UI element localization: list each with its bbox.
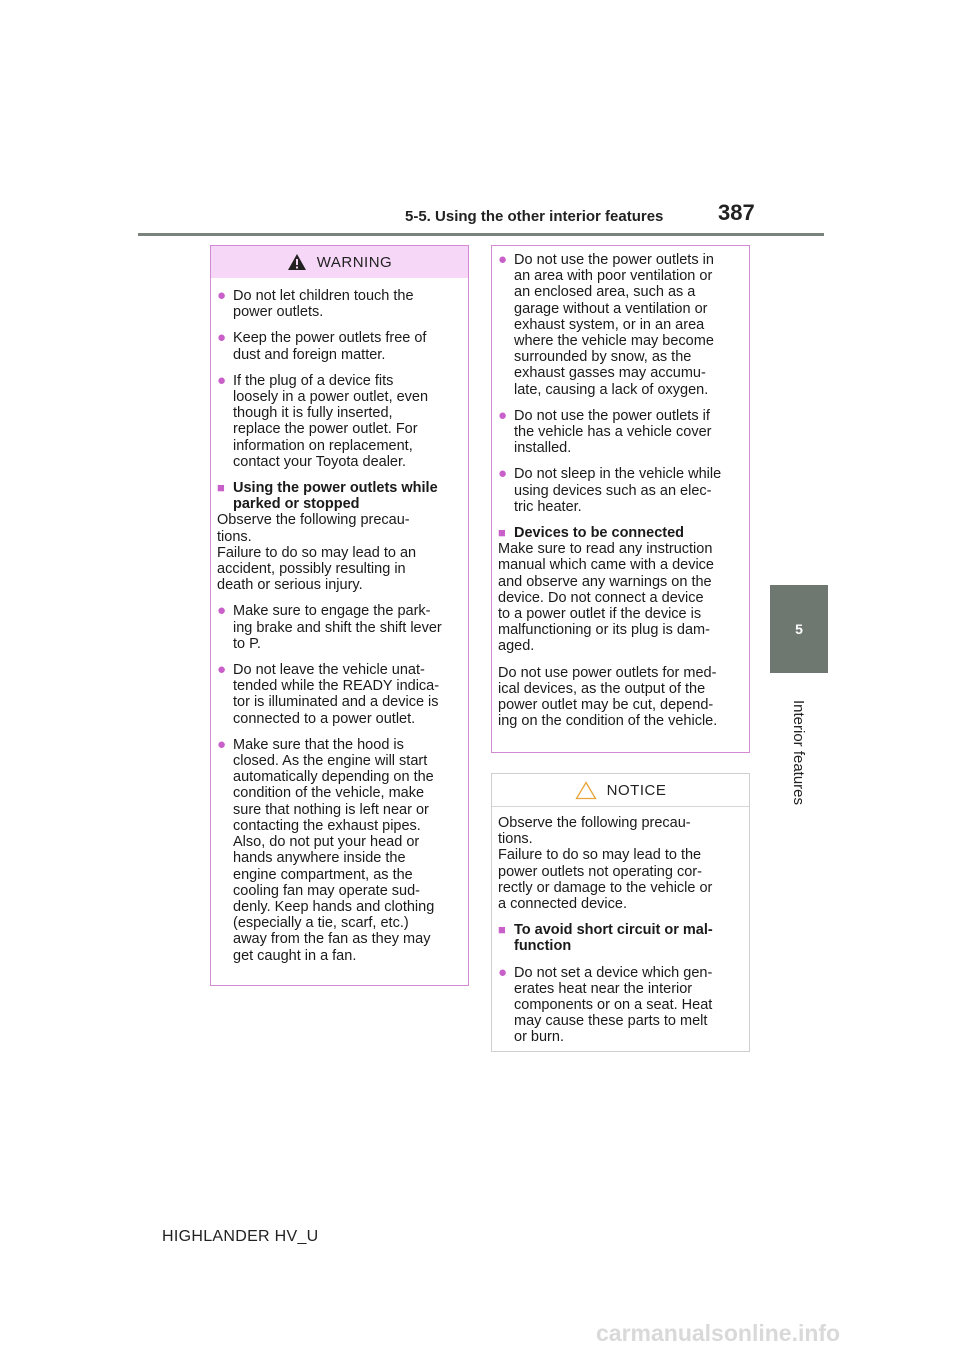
chapter-tab[interactable] [770,585,828,673]
paragraph: Observe the following precau- tions. Failure to do so may lead to the power outlets not operating cor- rectly or damage to the vehicle or a connected device. [498,815,713,913]
list-item: ● Do not let children touch the power outlets. [217,287,414,321]
list-item: ● Do not use the power outlets if the vehicle has a vehicle cover installed. [498,406,712,457]
list-item: ● If the plug of a device fits loosely in a power outlet, even though it is fully inserted, replace the power outlet. For information on replacement, contact your Toyota dealer. [217,371,429,470]
subheading: ■ Using the power outlets while parked or stopped [217,480,438,513]
bullet-icon: ● [498,465,508,483]
footer-model: HIGHLANDER HV_U [162,1228,319,1245]
bullet-icon: ● [217,329,227,347]
warning-triangle-icon [287,253,307,271]
warning-cont-content [492,246,749,729]
paragraph: Make sure to read any instruction manual which came with a device and observe any warnings on the device. Do not connect a device to a power outlet if the device is malfunctioning or its plug is dam- aged. [498,541,714,655]
chapter-title: Interior features [790,699,808,805]
warning-header [211,246,468,278]
subheading: ■ Devices to be connected [498,525,685,542]
paragraph: Do not use power outlets for med- ical devices, as the output of the power outlet may be cut, depend- ing on the condition of the vehicle. [498,664,718,730]
paragraph: Observe the following precau- tions. Failure to do so may lead to an accident, possibly resulting in death or serious injury. [217,512,417,594]
notice-triangle-icon [575,781,597,800]
notice-content [492,807,749,1046]
list-item: ● Do not use the power outlets in an area with poor ventilation or an enclosed area, such as a garage without a ventilation or exhaust system, or in an area where the vehicle may become surrounded by snow, as the exhaust gasses may accumu- late, causing a lack of oxygen. [498,251,714,398]
bullet-icon: ● [498,963,508,981]
bullet-icon: ● [498,251,508,268]
square-bullet-icon: ■ [217,480,225,496]
square-bullet-icon: ■ [498,922,506,938]
warning-box-continued [491,245,750,753]
notice-box [491,773,750,1052]
bullet-icon: ● [217,735,227,753]
notice-header [492,774,749,807]
list-item: ● Do not sleep in the vehicle while using devices such as an elec- tric heater. [498,465,722,515]
list-item: ● Make sure to engage the park- ing brake and shift the shift lever to P. [217,602,442,652]
bullet-icon: ● [217,602,227,620]
bullet-icon: ● [217,371,227,389]
watermark: carmanualsonline.info [596,1320,841,1346]
warning-content [211,278,468,964]
header-divider [138,233,824,236]
chapter-number: 5 [795,621,803,637]
bullet-icon: ● [217,661,227,679]
warning-title: WARNING [316,253,393,271]
list-item: ● Do not set a device which gen- erates heat near the interior components or on a seat. Heat may cause these parts to melt or burn. [498,963,713,1046]
notice-title: NOTICE [606,781,667,799]
chapter-label [771,682,827,822]
list-item: ● Make sure that the hood is closed. As the engine will start automatically depending on the condition of the vehicle, make sure that nothing is left near or contacting the exhaust pipes. Also, do not put your head or hands anywhere inside the engine compartment, as the cooling fan may operate sud- denly. Keep hands and clothing (especially a tie, scarf, etc.) away from the fan as they may get caught in a fan. [217,735,435,964]
section-title: 5-5. Using the other interior features [405,208,664,225]
page-number: 387 [718,200,755,225]
subheading: ■ To avoid short circuit or mal- function [498,922,713,955]
list-item: ● Do not leave the vehicle unat- tended while the READY indica- tor is illuminated and a device is connected to a power outlet. [217,661,440,727]
bullet-icon: ● [217,287,227,304]
list-item: ● Keep the power outlets free of dust and foreign matter. [217,329,427,363]
square-bullet-icon: ■ [498,525,506,541]
bullet-icon: ● [498,406,508,424]
warning-box [210,245,469,986]
